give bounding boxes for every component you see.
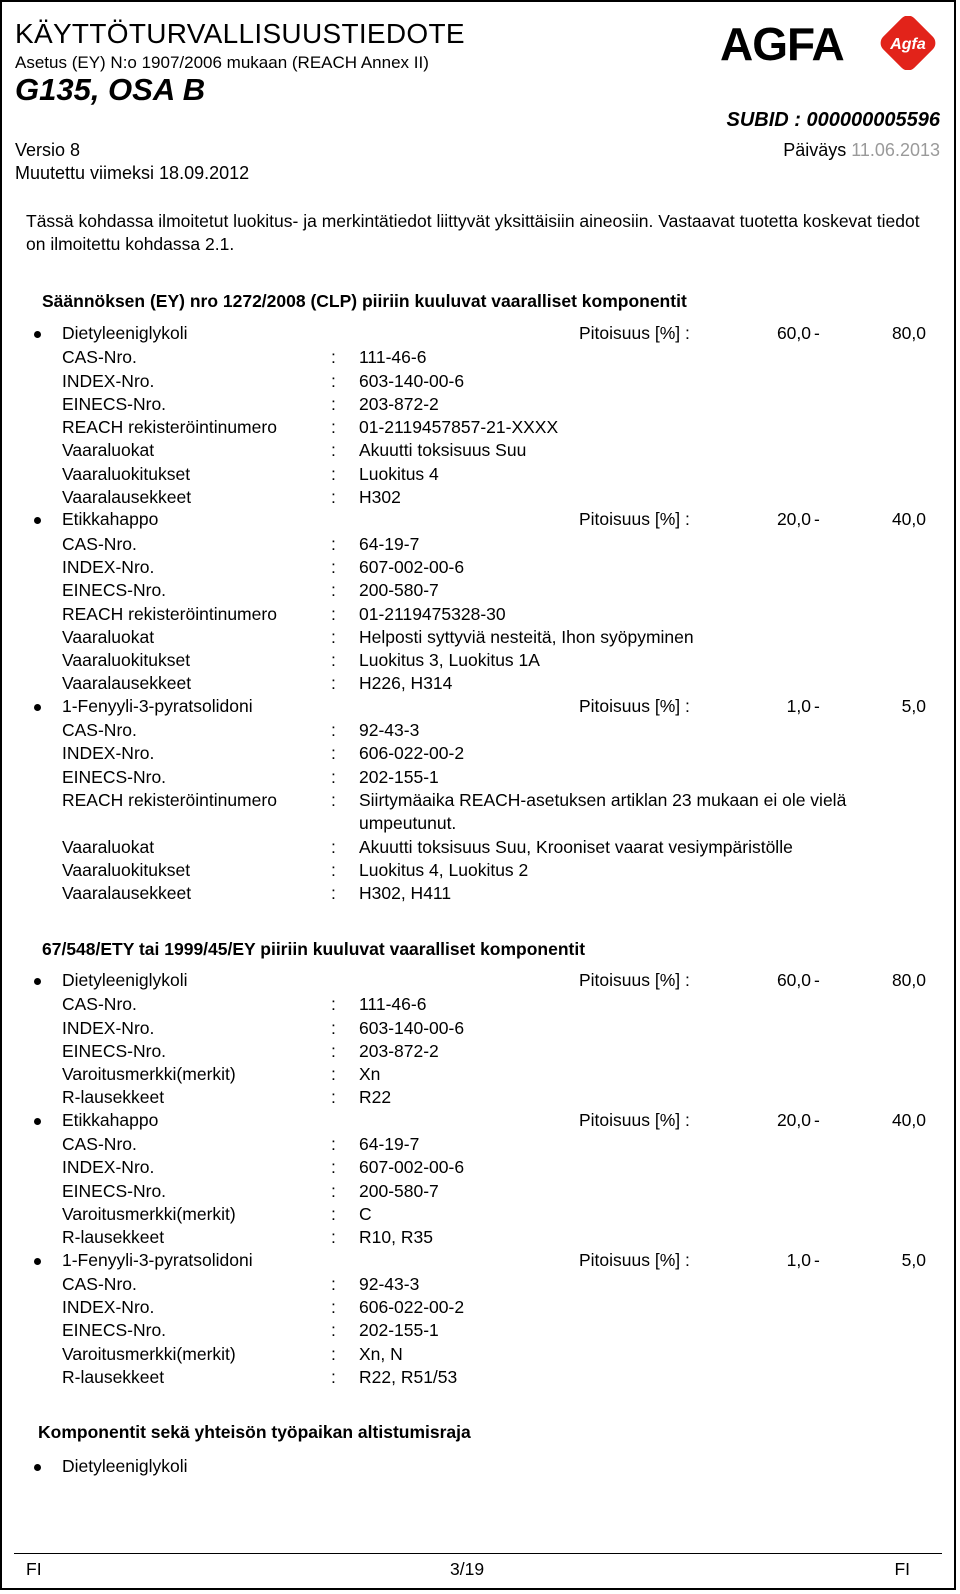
section-heading-dsd: 67/548/ETY tai 1999/45/EY piiriin kuuluvat vaaralliset komponentit	[42, 939, 586, 959]
colon: :	[331, 650, 336, 671]
footer-language-left: FI	[26, 1559, 42, 1579]
property-row	[26, 556, 926, 579]
colon: :	[331, 463, 336, 484]
component-header	[26, 1110, 926, 1133]
version: Versio 8	[15, 140, 81, 160]
property-label: EINECS-Nro.	[62, 1180, 167, 1201]
component-header	[26, 323, 926, 346]
property-row	[26, 1040, 926, 1063]
concentration-dash: -	[814, 1109, 820, 1130]
subid: SUBID : 000000005596	[726, 109, 940, 131]
colon: :	[331, 720, 336, 741]
document-title: KÄYTTÖTURVALLISUUSTIEDOTE	[15, 18, 465, 49]
property-label: Vaaralausekkeet	[62, 883, 192, 904]
property-value: 92-43-3	[359, 720, 420, 741]
bullet-icon	[34, 704, 41, 711]
colon: :	[331, 1134, 336, 1155]
property-value: 203-872-2	[359, 1040, 439, 1061]
concentration-dash: -	[814, 695, 820, 716]
concentration-label: Pitoisuus [%] :	[579, 1249, 690, 1270]
concentration-dash: -	[814, 1249, 820, 1270]
property-value: Siirtymäaika REACH-asetuksen artiklan 23 mukaan ei ole vielä umpeutunut.	[359, 789, 847, 834]
colon: :	[331, 347, 336, 368]
property-row	[26, 882, 926, 905]
property-value: H302	[359, 487, 401, 508]
property-row	[26, 346, 926, 369]
property-label: REACH rekisteröintinumero	[62, 789, 277, 810]
property-row	[26, 1226, 926, 1249]
colon: :	[331, 1180, 336, 1201]
colon: :	[331, 1297, 336, 1318]
property-row	[26, 672, 926, 695]
property-label: EINECS-Nro.	[62, 393, 167, 414]
property-row	[26, 766, 926, 789]
issue-date	[783, 140, 940, 161]
page-number: 3/19	[450, 1559, 485, 1579]
regulation-subtitle: Asetus (EY) N:o 1907/2006 mukaan (REACH Annex II)	[15, 53, 429, 72]
component-name: Etikkahappo	[62, 1109, 159, 1130]
property-value: Akuutti toksisuus Suu, Krooniset vaarat vesiympäristölle	[359, 836, 793, 857]
colon: :	[331, 1320, 336, 1341]
concentration-max: 40,0	[891, 1109, 926, 1130]
property-label: REACH rekisteröintinumero	[62, 417, 277, 438]
property-label: Vaaralausekkeet	[62, 487, 192, 508]
bullet-icon	[34, 1464, 41, 1471]
document-header	[2, 2, 954, 198]
footer-divider	[14, 1553, 942, 1554]
colon: :	[331, 836, 336, 857]
property-value: Helposti syttyviä nesteitä, Ihon syöpyminen	[359, 626, 694, 647]
colon: :	[331, 1040, 336, 1061]
property-label: Vaaraluokat	[62, 440, 155, 461]
property-value: 111-46-6	[359, 347, 427, 368]
property-row	[26, 393, 926, 416]
colon: :	[331, 1273, 336, 1294]
property-value: 203-872-2	[359, 393, 439, 414]
property-label: INDEX-Nro.	[62, 1157, 155, 1178]
property-row	[26, 1180, 926, 1203]
property-value: 01-2119457857-21-XXXX	[359, 417, 559, 438]
component-list-clp	[26, 323, 926, 905]
component-list-exposure	[26, 1456, 926, 1479]
property-value: H302, H411	[359, 883, 452, 904]
property-value: R10, R35	[359, 1227, 433, 1248]
colon: :	[331, 859, 336, 880]
colon: :	[331, 393, 336, 414]
colon: :	[331, 1087, 336, 1108]
property-value: Luokitus 3, Luokitus 1A	[359, 650, 540, 671]
colon: :	[331, 883, 336, 904]
bullet-icon	[34, 978, 41, 985]
colon: :	[331, 1017, 336, 1038]
concentration-min: 1,0	[786, 1249, 811, 1270]
bullet-icon	[34, 517, 41, 524]
property-value: 64-19-7	[359, 533, 420, 554]
bullet-icon	[34, 1118, 41, 1125]
colon: :	[331, 789, 336, 810]
property-label: CAS-Nro.	[62, 1134, 137, 1155]
colon: :	[331, 417, 336, 438]
colon: :	[331, 766, 336, 787]
colon: :	[331, 626, 336, 647]
component-header	[26, 1250, 926, 1273]
concentration-dash: -	[814, 970, 820, 990]
colon: :	[331, 1157, 336, 1178]
property-value: R22	[359, 1087, 392, 1108]
property-value: 200-580-7	[359, 580, 439, 601]
property-value: H226, H314	[359, 673, 453, 694]
agfa-logo	[720, 16, 940, 70]
concentration-label: Pitoisuus [%] :	[579, 1109, 690, 1130]
footer-language-right: FI	[894, 1559, 910, 1579]
concentration-label: Pitoisuus [%] :	[579, 695, 690, 716]
property-label: INDEX-Nro.	[62, 370, 155, 391]
property-label: Vaaraluokitukset	[62, 859, 191, 880]
property-label: REACH rekisteröintinumero	[62, 603, 277, 624]
property-value: 64-19-7	[359, 1134, 420, 1155]
property-label: CAS-Nro.	[62, 1273, 137, 1294]
property-label: Vaaraluokitukset	[62, 463, 191, 484]
property-label: R-lausekkeet	[62, 1087, 165, 1108]
property-value: 607-002-00-6	[359, 556, 465, 577]
concentration-min: 60,0	[776, 323, 811, 343]
property-value: 111-46-6	[359, 994, 427, 1015]
property-row	[26, 579, 926, 602]
intro-paragraph: Tässä kohdassa ilmoitetut luokitus- ja merkintätiedot liittyvät yksittäisiin aineosiin. Vastaavat tuotetta koskevat tiedot on ilmoitettu kohdassa 2.1.	[26, 211, 920, 254]
property-row	[26, 486, 926, 509]
property-row	[26, 1366, 926, 1389]
concentration-max: 80,0	[891, 323, 926, 343]
colon: :	[331, 1227, 336, 1248]
concentration-label: Pitoisuus [%] :	[579, 509, 690, 530]
property-row	[26, 1343, 926, 1366]
property-value: Xn, N	[359, 1343, 403, 1364]
property-row	[26, 993, 926, 1016]
property-row	[26, 463, 926, 486]
property-value: Luokitus 4, Luokitus 2	[359, 859, 529, 880]
product-name: G135, OSA B	[15, 72, 206, 107]
property-row	[26, 1273, 926, 1296]
property-label: INDEX-Nro.	[62, 743, 155, 764]
property-value: 603-140-00-6	[359, 370, 465, 391]
concentration-min: 1,0	[786, 695, 811, 716]
colon: :	[331, 487, 336, 508]
property-label: EINECS-Nro.	[62, 580, 167, 601]
property-row	[26, 649, 926, 672]
colon: :	[331, 1367, 336, 1388]
component-name: 1-Fenyyli-3-pyratsolidoni	[62, 695, 253, 716]
property-label: EINECS-Nro.	[62, 766, 167, 787]
property-label: CAS-Nro.	[62, 347, 137, 368]
property-row	[26, 370, 926, 393]
property-value: 606-022-00-2	[359, 743, 465, 764]
section-heading-clp: Säännöksen (EY) nro 1272/2008 (CLP) piiriin kuuluvat vaaralliset komponentit	[42, 291, 687, 311]
property-row	[26, 1063, 926, 1086]
property-label: EINECS-Nro.	[62, 1040, 167, 1061]
concentration-dash: -	[814, 509, 820, 530]
property-value: R22, R51/53	[359, 1367, 458, 1388]
property-value: 202-155-1	[359, 766, 439, 787]
property-row	[26, 719, 926, 742]
last-modified: Muutettu viimeksi 18.09.2012	[15, 163, 250, 183]
property-value: C	[359, 1203, 372, 1224]
colon: :	[331, 370, 336, 391]
property-value: 92-43-3	[359, 1273, 420, 1294]
property-label: Vaaraluokat	[62, 836, 155, 857]
property-row	[26, 439, 926, 462]
colon: :	[331, 1064, 336, 1085]
property-row	[26, 416, 926, 439]
property-row	[26, 1203, 926, 1226]
component-list-dsd	[26, 970, 926, 1389]
agfa-badge-text: Agfa	[890, 36, 926, 53]
colon: :	[331, 673, 336, 694]
colon: :	[331, 533, 336, 554]
component-header	[26, 1456, 926, 1479]
property-row	[26, 1086, 926, 1109]
property-value: Akuutti toksisuus Suu	[359, 440, 527, 461]
concentration-max: 80,0	[891, 970, 926, 990]
concentration-label: Pitoisuus [%] :	[579, 323, 690, 343]
property-row	[26, 1296, 926, 1319]
property-label: Vaaraluokat	[62, 626, 155, 647]
colon: :	[331, 1343, 336, 1364]
property-label: Varoitusmerkki(merkit)	[62, 1343, 236, 1364]
property-label: R-lausekkeet	[62, 1367, 165, 1388]
property-row	[26, 603, 926, 626]
concentration-dash: -	[814, 323, 820, 343]
agfa-logo-wordmark: AGFA	[720, 18, 844, 70]
colon: :	[331, 994, 336, 1015]
property-label: Vaaralausekkeet	[62, 673, 192, 694]
property-label: CAS-Nro.	[62, 720, 137, 741]
property-row	[26, 533, 926, 556]
property-row	[26, 1133, 926, 1156]
property-row	[26, 1017, 926, 1040]
component-header	[26, 970, 926, 993]
concentration-min: 20,0	[776, 509, 811, 530]
property-row	[26, 859, 926, 882]
concentration-max: 5,0	[901, 695, 926, 716]
component-name: Etikkahappo	[62, 509, 159, 530]
property-label: INDEX-Nro.	[62, 1017, 155, 1038]
colon: :	[331, 743, 336, 764]
property-label: INDEX-Nro.	[62, 556, 155, 577]
property-label: EINECS-Nro.	[62, 1320, 167, 1341]
property-row	[26, 836, 926, 859]
property-label: CAS-Nro.	[62, 994, 137, 1015]
property-row	[26, 789, 926, 836]
property-label: CAS-Nro.	[62, 533, 137, 554]
property-value: 01-2119475328-30	[359, 603, 506, 624]
property-value: 200-580-7	[359, 1180, 439, 1201]
component-header	[26, 696, 926, 719]
concentration-min: 60,0	[776, 970, 811, 990]
bullet-icon	[34, 1258, 41, 1265]
property-row	[26, 742, 926, 765]
property-label: Varoitusmerkki(merkit)	[62, 1064, 236, 1085]
component-name: Dietyleeniglykoli	[62, 970, 188, 990]
property-label: INDEX-Nro.	[62, 1297, 155, 1318]
date-label: Päiväys	[783, 140, 847, 160]
property-value: 202-155-1	[359, 1320, 439, 1341]
concentration-max: 40,0	[891, 509, 926, 530]
property-label: R-lausekkeet	[62, 1227, 165, 1248]
property-label: Vaaraluokitukset	[62, 650, 191, 671]
property-label: Varoitusmerkki(merkit)	[62, 1203, 236, 1224]
component-header	[26, 509, 926, 532]
colon: :	[331, 440, 336, 461]
property-row	[26, 1319, 926, 1342]
component-name: Dietyleeniglykoli	[62, 1456, 188, 1476]
concentration-label: Pitoisuus [%] :	[579, 970, 690, 990]
property-row	[26, 626, 926, 649]
property-value: 606-022-00-2	[359, 1297, 465, 1318]
property-value: 603-140-00-6	[359, 1017, 465, 1038]
colon: :	[331, 556, 336, 577]
concentration-min: 20,0	[776, 1109, 811, 1130]
concentration-max: 5,0	[901, 1249, 926, 1270]
colon: :	[331, 1203, 336, 1224]
property-value: 607-002-00-6	[359, 1157, 465, 1178]
property-value: Luokitus 4	[359, 463, 439, 484]
component-name: 1-Fenyyli-3-pyratsolidoni	[62, 1249, 253, 1270]
date-value: 11.06.2013	[851, 140, 940, 160]
colon: :	[331, 580, 336, 601]
property-value: Xn	[359, 1064, 381, 1085]
property-row	[26, 1156, 926, 1179]
component-name: Dietyleeniglykoli	[62, 323, 188, 343]
section-heading-exposure-limits: Komponentit sekä yhteisön työpaikan altistumisraja	[38, 1422, 471, 1442]
bullet-icon	[34, 331, 41, 338]
colon: :	[331, 603, 336, 624]
